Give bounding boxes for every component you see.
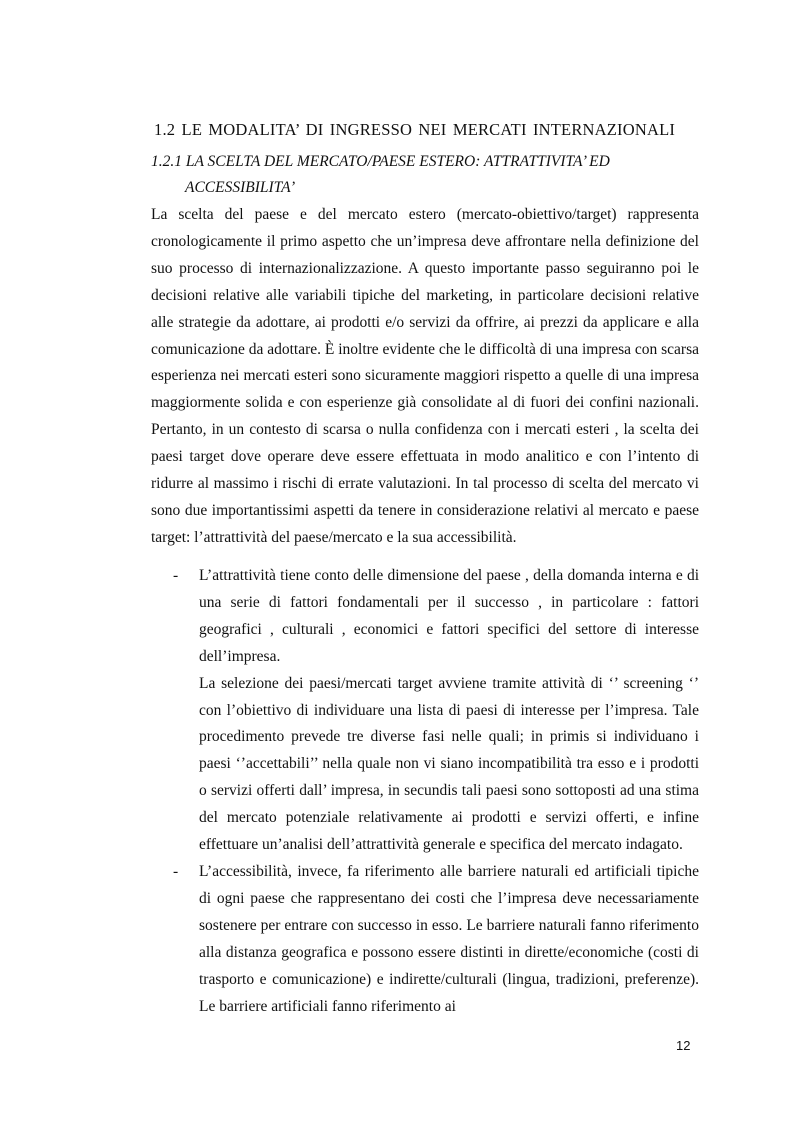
subsection-heading: [151, 149, 699, 201]
subsection-heading-line2: ACCESSIBILITA’: [185, 179, 296, 196]
bullet-text: L’attrattività tiene conto delle dimensione del paese , della domanda interna e di una serie di fattori fondamentali per il successo , in particolare : fattori geografici , culturali , economici e fattori specifici del settore di interesse dell’impresa.: [199, 567, 699, 665]
subsection-heading-line1: 1.2.1 LA SCELTA DEL MERCATO/PAESE ESTERO: ATTRATTIVITA’ ED: [151, 153, 610, 170]
body-paragraph: La scelta del paese e del mercato estero (mercato-obiettivo/target) rappresenta cronologicamente il primo aspetto che un’impresa deve affrontare nella definizione del suo processo di internazionalizzazione. A questo importante passo seguiranno poi le decisioni relative alle variabili tipiche del marketing, in particolare decisioni relative alle strategie da adottare, ai prodotti e/o servizi da offrire, ai prezzi da applicare e alla comunicazione da adottare. È inoltre evidente che le difficoltà di una impresa con scarsa esperienza nei mercati esteri sono sicuramente maggiori rispetto a quelle di una impresa maggiormente solida e con esperienze già consolidate al di fuori dei confini nazionali. Pertanto, in un contesto di scarsa o nulla confidenza con i mercati esteri , la scelta dei paesi target dove operare deve essere effettuata in modo analitico e con l’intento di ridurre al massimo i rischi di errate valutazioni. In tal processo di scelta del mercato vi sono due importantissimi aspetti da tenere in considerazione relativi al mercato e paese target: l’attrattività del paese/mercato e la sua accessibilità.: [151, 206, 700, 546]
bullet-text: L’accessibilità, invece, fa riferimento alle barriere naturali ed artificiali tipiche di ogni paese che rappresentano dei costi che l’impresa deve necessariamente sostenere per entrare con successo in esso. Le barriere naturali fanno riferimento alla distanza geografica e possono essere distinti in dirette/economiche (costi di trasporto e comunicazione) e indirette/culturali (lingua, tradizioni, preferenze). Le barriere artificiali fanno riferimento ai: [199, 862, 699, 1015]
bullet-list: [151, 563, 699, 1020]
bullet-item-attractiveness: [151, 563, 699, 859]
bullet-text-continuation: La selezione dei paesi/mercati target avviene tramite attività di ‘’ screening ‘’ con l’obiettivo di individuare una lista di paesi di interesse per l’impresa. Tale procedimento prevede tre diverse fasi nelle quali; in primis si individuano i paesi ‘’accettabili’’ nella quale non vi siano incompatibilità tra esso e i prodotti o servizi offerti dall’ impresa, in secundis tali paesi sono sottoposti ad una stima del mercato potenziale relativamente ai prodotti e servizi offerti, e infine effettuare un’analisi dell’attrattività generale e specifica del mercato indagato.: [199, 674, 699, 854]
bullet-dash: -: [173, 567, 179, 584]
page-number: 12: [676, 1038, 691, 1053]
section-heading: 1.2 LE MODALITA’ DI INGRESSO NEI MERCATI INTERNAZIONALI: [154, 120, 676, 139]
bullet-item-accessibility: [151, 859, 699, 1020]
bullet-dash: -: [173, 862, 179, 880]
